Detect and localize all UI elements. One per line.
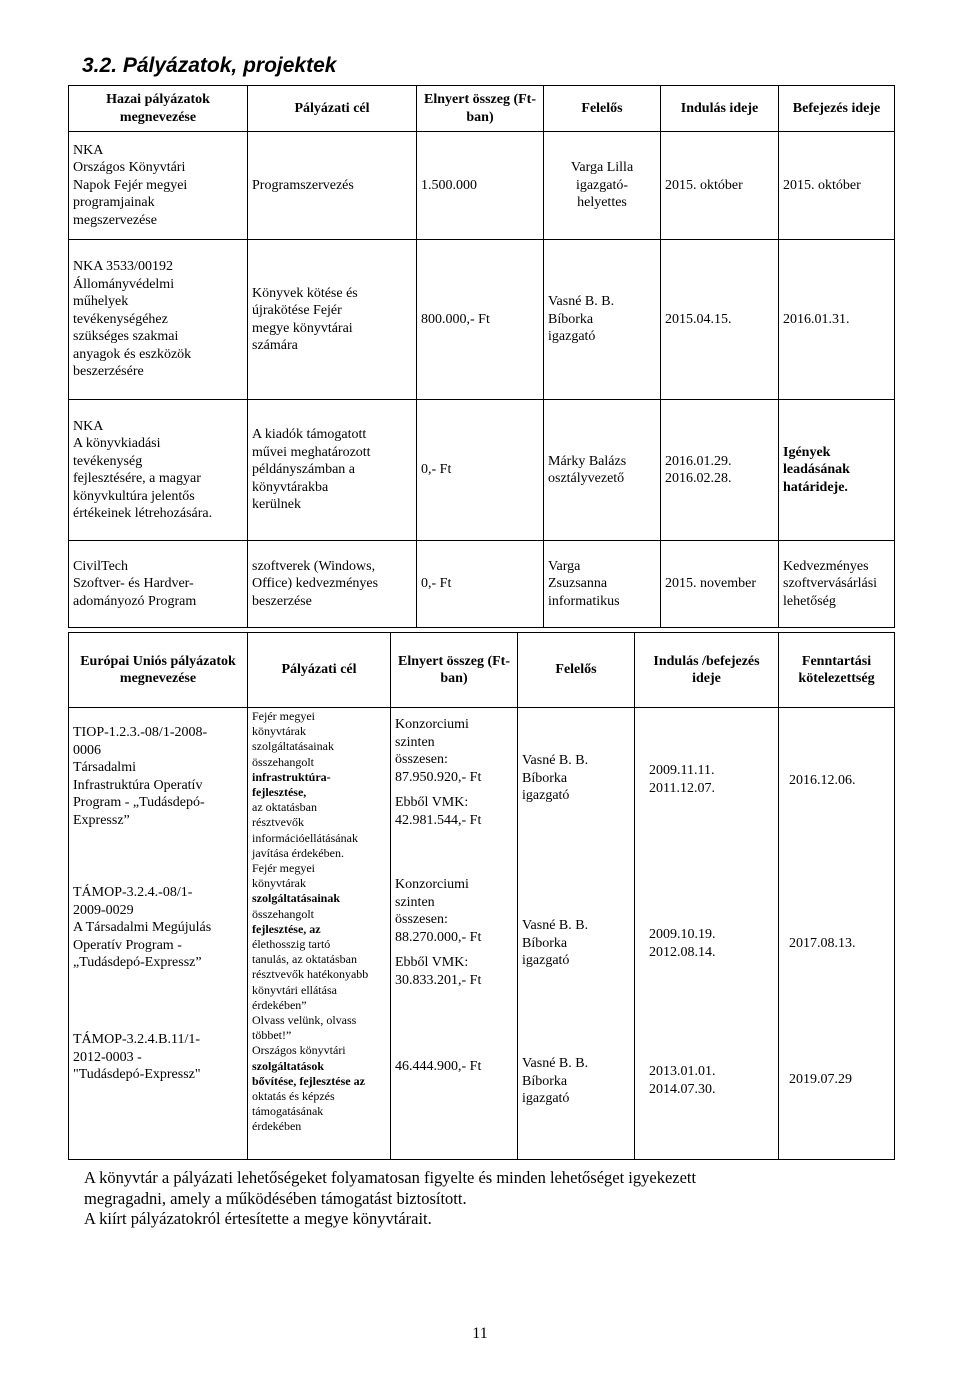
text-line: Napok Fejér megyei bbox=[73, 177, 188, 193]
text-line: szükséges szakmai bbox=[73, 329, 179, 345]
text-line: osztályvezető bbox=[548, 471, 625, 486]
eu-goals-cell bbox=[248, 708, 391, 1160]
responsible-cell bbox=[544, 132, 661, 240]
text-line: tevékenység bbox=[73, 453, 143, 469]
text-line: szinten bbox=[395, 734, 435, 750]
eu-dates bbox=[649, 1013, 774, 1098]
text-line: TÁMOP-3.2.4.B.11/1- bbox=[73, 1032, 201, 1047]
goal-text-line: Fejér megyei bbox=[252, 861, 315, 876]
goal-text-line: résztvevők bbox=[252, 815, 304, 830]
eu-amount bbox=[395, 714, 513, 876]
text-line: kerülnek bbox=[252, 497, 301, 513]
end-cell: 2015. október bbox=[779, 132, 895, 240]
text-line: 2012-0003 - bbox=[73, 1049, 142, 1065]
text-line: 2014.07.30. bbox=[649, 1081, 716, 1097]
text-line: Országos Könyvtári bbox=[73, 160, 186, 176]
goal-text-line: könyvtári ellátása bbox=[252, 982, 337, 997]
eu-goal-block bbox=[252, 1013, 386, 1135]
text-line: Konzorciumi bbox=[395, 717, 469, 732]
responsible-cell bbox=[544, 240, 661, 400]
text-line: könyvkultúra jelentős bbox=[73, 488, 195, 504]
goal-text-line: szolgáltatásainak bbox=[252, 739, 334, 754]
goal-text-line: javítása érdekében. bbox=[252, 845, 344, 860]
grant-name-cell bbox=[69, 132, 248, 240]
eu-responsible bbox=[522, 867, 630, 1013]
text-line: szinten bbox=[395, 894, 435, 910]
goal-text-line: könyvtárak bbox=[252, 724, 306, 739]
text-line: Varga Lilla bbox=[570, 160, 634, 176]
text-line: összesen: bbox=[395, 912, 448, 927]
spacer bbox=[395, 786, 513, 794]
goal-text-line: fejlesztése, az bbox=[252, 921, 321, 936]
text-line: Bíborka bbox=[548, 311, 594, 327]
start-cell: 2015. október bbox=[661, 132, 779, 240]
goal-cell: Programszervezés bbox=[248, 132, 417, 240]
text-line: Vasné B. B. bbox=[522, 753, 589, 768]
amount-cell: 0,- Ft bbox=[417, 541, 544, 628]
responsible-cell bbox=[544, 541, 661, 628]
goal-text-line: fejlesztése, bbox=[252, 785, 307, 800]
grant-name-cell bbox=[69, 240, 248, 400]
text-line: Szoftver- és Hardver- bbox=[73, 576, 194, 592]
eu-dates bbox=[649, 867, 774, 1013]
text-line: művei meghatározott bbox=[252, 444, 371, 460]
text-line: „Tudásdepó-Expressz” bbox=[73, 955, 202, 970]
text-line: 87.950.920,- Ft bbox=[395, 769, 482, 785]
text-line: igazgató bbox=[522, 1091, 570, 1106]
text-line: TÁMOP-3.2.4.-08/1- bbox=[73, 885, 193, 900]
goal-text-line: Fejér megyei bbox=[252, 709, 315, 723]
text-line: igazgató bbox=[522, 788, 570, 803]
text-line: Ebből VMK: bbox=[395, 955, 469, 970]
text-line: adományozó Program bbox=[73, 593, 197, 609]
text-line: Vasné B. B. bbox=[522, 1056, 589, 1071]
text-line: fejlesztésére, a magyar bbox=[73, 471, 201, 486]
text-line: 2009.11.11. bbox=[649, 763, 715, 778]
text-line: megye könyvtárai bbox=[252, 320, 353, 336]
text-line: 2011.12.07. bbox=[649, 780, 715, 796]
header-cell: Indulás /befejezés ideje bbox=[635, 633, 779, 708]
goal-text-line: Országos könyvtári bbox=[252, 1043, 346, 1058]
text-line: Bíborka bbox=[522, 935, 568, 951]
text-line: 88.270.000,- Ft bbox=[395, 929, 482, 945]
goal-cell bbox=[248, 240, 417, 400]
eu-obligation: 2017.08.13. bbox=[789, 936, 856, 951]
goal-text-line: tanulás, az oktatásban bbox=[252, 952, 357, 967]
table-row bbox=[69, 541, 895, 628]
text-line: A Társadalmi Megújulás bbox=[73, 920, 212, 935]
start-cell: 2015. november bbox=[661, 541, 779, 628]
eu-goal-block bbox=[252, 709, 386, 861]
grant-name-cell bbox=[69, 400, 248, 541]
text-line: helyettes bbox=[577, 195, 627, 211]
text-line: könyvtárakba bbox=[252, 479, 329, 495]
goal-text-line: oktatás és képzés bbox=[252, 1089, 335, 1104]
goal-text-line: Olvass velünk, olvass bbox=[252, 1013, 357, 1028]
goal-text-line: érdekében” bbox=[252, 997, 307, 1012]
text-line: Konzorciumi bbox=[395, 877, 469, 892]
goal-text-line: összehangolt bbox=[252, 754, 314, 769]
header-cell: Pályázati cél bbox=[248, 633, 391, 708]
goal-text-line: bővítése, fejlesztése az bbox=[252, 1073, 365, 1088]
paragraph-line: megragadni, amely a működésében támogatást biztosított. bbox=[84, 1188, 467, 1208]
goal-text-line: élethosszig tartó bbox=[252, 937, 331, 952]
start-cell: 2016.01.29. 2016.02.28. bbox=[661, 400, 779, 541]
amount-cell: 0,- Ft bbox=[417, 400, 544, 541]
eu-dates-cell bbox=[635, 708, 779, 1160]
text-line: igazgató bbox=[548, 329, 596, 345]
text-line: beszerzése bbox=[252, 593, 312, 609]
eu-responsible bbox=[522, 1013, 630, 1108]
text-line: értékeinek létrehozására. bbox=[73, 506, 213, 521]
text-line: 2009.10.19. bbox=[649, 927, 716, 942]
text-line: Zsuzsanna bbox=[548, 576, 608, 592]
header-cell: Hazai pályázatok megnevezése bbox=[69, 86, 248, 132]
header-cell: Indulás ideje bbox=[661, 86, 779, 132]
text-line: A kiadók támogatott bbox=[252, 427, 367, 443]
text-line: 2009-0029 bbox=[73, 902, 134, 918]
text-line: műhelyek bbox=[73, 294, 129, 310]
eu-grants-table bbox=[68, 632, 895, 1160]
text-line: példányszámban a bbox=[252, 462, 356, 478]
eu-amounts-cell bbox=[391, 708, 518, 1160]
text-line: Vasné B. B. bbox=[548, 294, 615, 310]
eu-responsible bbox=[522, 714, 630, 867]
end-cell: Kedvezményes szoftvervásárlási lehetőség bbox=[779, 541, 895, 628]
spacer bbox=[395, 946, 513, 954]
goal-cell bbox=[248, 400, 417, 541]
text-line: Márky Balázs bbox=[548, 453, 627, 469]
text-line: Vasné B. B. bbox=[522, 918, 589, 933]
grant-name-cell bbox=[69, 541, 248, 628]
text-line: TIOP-1.2.3.-08/1-2008- bbox=[73, 725, 208, 740]
goal-text-line: szolgáltatások bbox=[252, 1058, 324, 1073]
goal-text-line: résztvevők hatékonyabb bbox=[252, 967, 369, 982]
table-row bbox=[69, 240, 895, 400]
text-line: tevékenységéhez bbox=[73, 311, 168, 327]
header-cell: Pályázati cél bbox=[248, 86, 417, 132]
text-line: 0006 bbox=[73, 742, 101, 758]
eu-dates bbox=[649, 714, 774, 867]
table-row bbox=[69, 400, 895, 541]
eu-obligation: 2016.12.06. bbox=[789, 773, 856, 788]
text-line: 2012.08.14. bbox=[649, 944, 716, 960]
text-line: szoftverek (Windows, bbox=[252, 558, 376, 574]
header-cell: Befejezés ideje bbox=[779, 86, 895, 132]
eu-names-cell bbox=[69, 708, 248, 1160]
text-line: Operatív Program - bbox=[73, 937, 182, 953]
text-line: A könyvkiadási bbox=[73, 436, 161, 451]
goal-cell bbox=[248, 541, 417, 628]
text-line: Expressz” bbox=[73, 812, 130, 828]
text-line: NKA bbox=[73, 142, 104, 158]
text-line: CivilTech bbox=[73, 558, 129, 574]
text-line: újrakötése Fejér bbox=[252, 303, 342, 318]
goal-text-line: információellátásának bbox=[252, 830, 358, 845]
header-cell: Felelős bbox=[518, 633, 635, 708]
eu-obligation: 2019.07.29 bbox=[789, 1072, 852, 1087]
section-heading: 3.2. Pályázatok, projektek bbox=[82, 54, 337, 77]
goal-text-line: az oktatásban bbox=[252, 800, 317, 815]
text-line: összesen: bbox=[395, 752, 448, 767]
eu-responsibles-cell bbox=[518, 708, 635, 1160]
table-header-row bbox=[69, 86, 895, 132]
eu-goal-block bbox=[252, 861, 386, 1013]
table-row bbox=[69, 132, 895, 240]
text-line: 30.833.201,- Ft bbox=[395, 972, 482, 988]
text-line: Varga bbox=[548, 558, 581, 574]
summary-paragraph bbox=[84, 1168, 876, 1230]
text-line: igazgató- bbox=[575, 177, 629, 193]
goal-text-line: többet!” bbox=[252, 1028, 292, 1043]
text-line: Program - „Tudásdepó- bbox=[73, 795, 205, 810]
text-line: NKA 3533/00192 bbox=[73, 259, 173, 275]
goal-text-line: összehangolt bbox=[252, 906, 314, 921]
header-cell: Európai Uniós pályázatok megnevezése bbox=[69, 633, 248, 708]
text-line: "Tudásdepó-Expressz" bbox=[73, 1067, 201, 1082]
text-line: Office) kedvezményes bbox=[252, 576, 379, 592]
eu-obligations-cell bbox=[779, 708, 895, 1160]
text-line: anyagok és eszközök bbox=[73, 346, 192, 362]
text-line: Állományvédelmi bbox=[73, 276, 175, 292]
domestic-grants-table bbox=[68, 85, 895, 628]
text-line: Ebből VMK: bbox=[395, 795, 469, 810]
eu-grant-name bbox=[73, 714, 243, 870]
paragraph-line: A kiírt pályázatokról értesítette a megye könyvtárait. bbox=[84, 1209, 432, 1228]
table-row bbox=[69, 708, 895, 1160]
text-line: Infrastruktúra Operatív bbox=[73, 777, 203, 793]
responsible-cell bbox=[544, 400, 661, 541]
table-header-row bbox=[69, 633, 895, 708]
text-line: 42.981.544,- Ft bbox=[395, 812, 482, 828]
text-line: 46.444.900,- Ft bbox=[395, 1059, 482, 1074]
goal-text-line: szolgáltatásainak bbox=[252, 891, 341, 906]
header-cell: Elnyert összeg (Ft-ban) bbox=[391, 633, 518, 708]
text-line: megszervezése bbox=[73, 212, 157, 228]
eu-amount bbox=[395, 1056, 513, 1076]
goal-text-line: infrastruktúra- bbox=[252, 769, 331, 784]
goal-text-line: érdekében bbox=[252, 1119, 302, 1134]
text-line: 2013.01.01. bbox=[649, 1064, 716, 1079]
text-line: informatikus bbox=[548, 593, 620, 609]
header-cell: Elnyert összeg (Ft-ban) bbox=[417, 86, 544, 132]
goal-text-line: könyvtárak bbox=[252, 876, 306, 891]
amount-cell: 800.000,- Ft bbox=[417, 240, 544, 400]
end-cell: 2016.01.31. bbox=[779, 240, 895, 400]
text-line: számára bbox=[252, 338, 298, 353]
text-line: Társadalmi bbox=[73, 760, 136, 775]
eu-grant-name bbox=[73, 1029, 243, 1084]
goal-text-line: támogatásának bbox=[252, 1104, 324, 1119]
eu-grant-name bbox=[73, 870, 243, 1029]
amount-cell: 1.500.000 bbox=[417, 132, 544, 240]
text-line: Könyvek kötése és bbox=[252, 285, 358, 301]
page-number: 11 bbox=[472, 1325, 488, 1342]
text-line: programjainak bbox=[73, 195, 155, 211]
end-cell: Igények leadásának határideje. bbox=[779, 400, 895, 541]
text-line: Bíborka bbox=[522, 770, 568, 786]
header-cell: Fenntartási kötelezettség bbox=[779, 633, 895, 708]
eu-amount bbox=[395, 876, 513, 1056]
text-line: Bíborka bbox=[522, 1073, 568, 1089]
text-line: NKA bbox=[73, 418, 104, 434]
paragraph-line: A könyvtár a pályázati lehetőségeket folyamatosan figyelte és minden lehetőséget igyekezett bbox=[84, 1168, 697, 1187]
header-cell: Felelős bbox=[544, 86, 661, 132]
start-cell: 2015.04.15. bbox=[661, 240, 779, 400]
text-line: beszerzésére bbox=[73, 364, 144, 380]
text-line: igazgató bbox=[522, 953, 570, 968]
